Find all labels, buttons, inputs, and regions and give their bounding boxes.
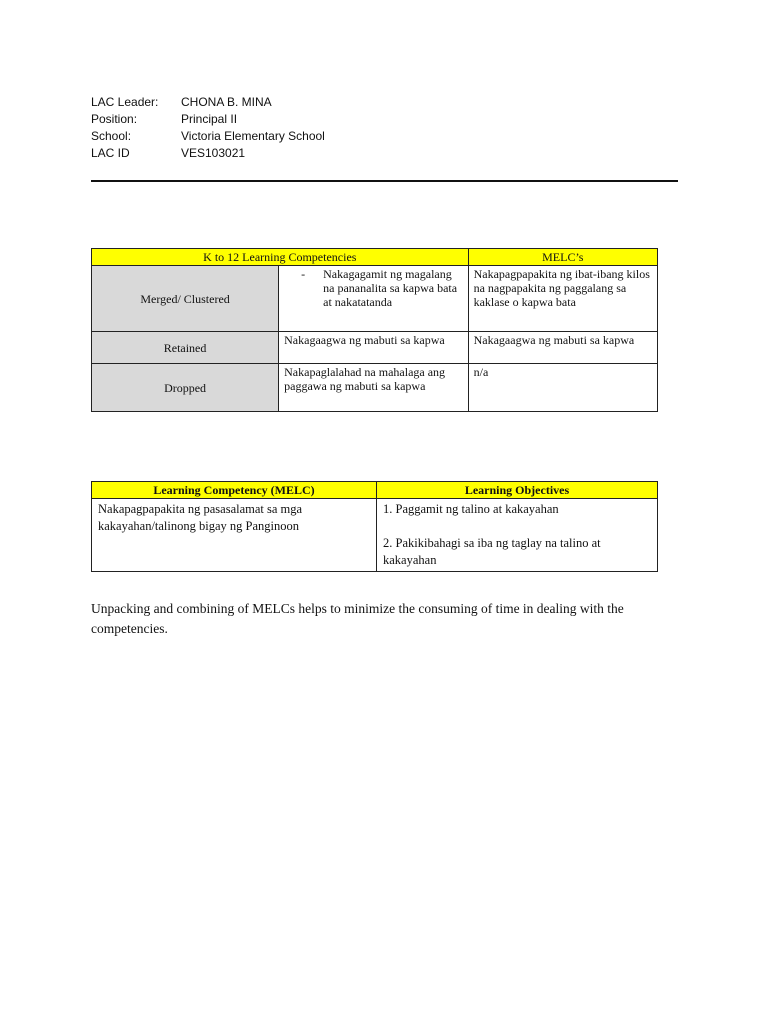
lac-leader-value: CHONA B. MINA [181,95,272,109]
learning-competency-header: Learning Competency (MELC) [92,482,377,499]
table-header-row [92,249,658,266]
category-dropped: Dropped [92,364,279,412]
table-row [92,266,658,332]
merged-competency-text: Nakagagamit ng magalang na pananalita sa kapwa bata at nakatatanda [323,267,458,309]
dropped-competency-text: Nakapaglalahad na mahalaga ang paggawa ng mabuti sa kapwa [279,364,468,412]
header-divider [91,180,678,182]
objectives-cell [377,499,658,572]
lac-info [91,94,325,162]
school-label: School: [91,129,132,143]
merged-melc-text: Nakapagpapakita ng ibat-ibang kilos na nagpapakita ng paggalang sa kaklase o kapwa bata [468,266,657,332]
lac-leader-row [91,94,325,111]
bullet-dash: - [301,267,306,281]
dropped-melc-text: n/a [468,364,657,412]
position-row [91,111,325,128]
school-row [91,128,325,145]
learning-objectives-header: Learning Objectives [377,482,658,499]
objective-2: 2. Pakikibahagi sa iba ng taglay na talino at kakayahan [383,536,601,567]
lac-id-label: LAC ID [91,146,130,160]
table-row [92,332,658,364]
school-value: Victoria Elementary School [181,129,325,143]
retained-melc-text: Nakagaagwa ng mabuti sa kapwa [468,332,657,364]
category-retained: Retained [92,332,279,364]
melcs-header: MELC’s [468,249,657,266]
retained-competency-text: Nakagaagwa ng mabuti sa kapwa [279,332,468,364]
objective-1: 1. Paggamit ng talino at kakayahan [383,502,559,516]
k12-competencies-header: K to 12 Learning Competencies [92,249,469,266]
melc-competency-text: Nakapagpapakita ng pasasalamat sa mga kakayahan/talinong bigay ng Panginoon [92,499,377,572]
lac-id-value: VES103021 [181,146,246,160]
summary-note: Unpacking and combining of MELCs helps to minimize the consuming of time in dealing with the competencies. [91,601,624,636]
merged-competency-cell [279,266,468,332]
table-row [92,364,658,412]
position-label: Position: [91,112,138,126]
position-value: Principal II [181,112,238,126]
competencies-table [91,248,658,412]
lac-leader-label: LAC Leader: [91,95,159,109]
category-merged: Merged/ Clustered [92,266,279,332]
table-row [92,499,658,572]
lac-id-row [91,145,325,162]
objectives-table [91,481,658,572]
table-header-row [92,482,658,499]
